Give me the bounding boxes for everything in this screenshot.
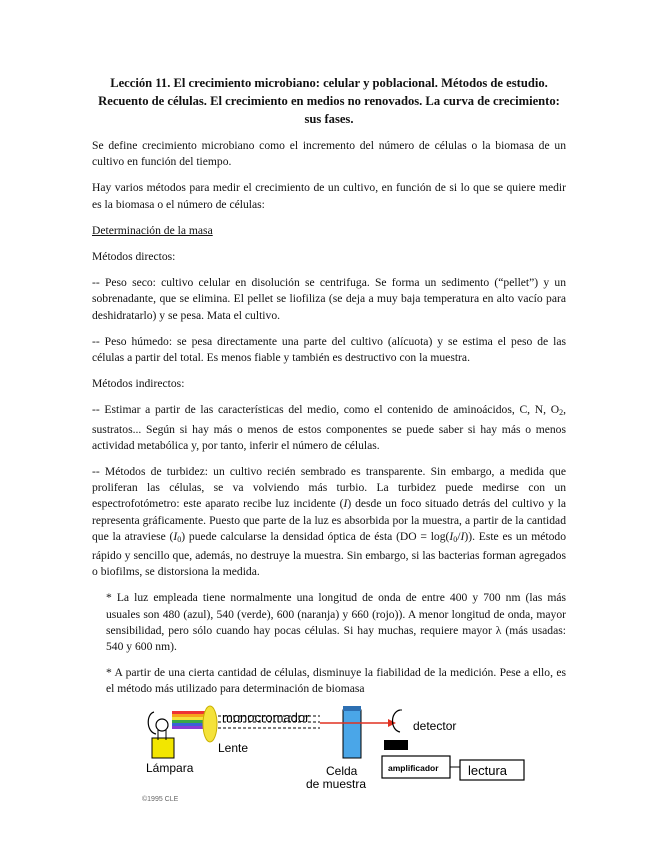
wet-weight-paragraph: -- Peso húmedo: se pesa directamente una parte del cultivo (alícuota) y se estima el peso de las células a partir del total. Es menos fiable y también es destructivo con la muestra.: [92, 334, 566, 365]
log-i0-subscript: 0: [453, 534, 458, 544]
cell-label-line2: de muestra: [306, 777, 367, 791]
estimate-text-a: -- Estimar a partir de las características del medio, como el contenido de aminoácidos, C, N, O: [92, 403, 560, 417]
dry-weight-paragraph: -- Peso seco: cultivo celular en disolución se centrifuga. Se forma un sedimento (“pellet”) y un sobrenadante, que se elimina. El pellet se liofiliza (se deja a muy baja temperatura en alto vacío para deshidratarlo) y se pesa. Mata el cultivo.: [92, 276, 566, 322]
intro-paragraph-1: Se define crecimiento microbiano como el incremento del número de células o la biomasa de un cultivo en función del tiempo.: [92, 139, 566, 169]
section-heading-mass: Determinación de la masa: [92, 223, 213, 237]
estimate-text-b: , sustratos... Según si hay más o menos de estos componentes se puede saber si hay más o menos actividad metabólica y, por tanto, inferir el número de células.: [92, 403, 566, 452]
log-i-symbol: I: [460, 529, 465, 543]
direct-methods-heading: Métodos directos:: [92, 250, 176, 264]
detector-icon: [384, 710, 408, 750]
reading-label: lectura: [468, 763, 508, 778]
log-slash: /: [457, 529, 461, 543]
o2-subscript: 2: [559, 408, 564, 418]
spectrophotometer-diagram: [138, 700, 538, 804]
detector-label: detector: [413, 719, 457, 733]
lesson-title: Lección 11. El crecimiento microbiano: celular y poblacional. Métodos de estudio. Recuento de células. El crecimiento en medios no renovados. La curva de crecimiento: sus fases.: [98, 76, 560, 126]
note-reliability: * A partir de una cierta cantidad de células, disminuye la fiabilidad de la medición. Pese a ello, es el método más utilizado para determinación de biomasa: [106, 666, 566, 696]
i0-subscript: 0: [177, 534, 182, 544]
cell-label-line1: Celda: [326, 764, 358, 778]
lamp-body: [152, 738, 174, 758]
sample-cuvette-icon: [343, 706, 361, 758]
intro-paragraph-2: Hay varios métodos para medir el crecimiento de un cultivo, en función de si lo que se quiere medir es la biomasa o el número de células:: [92, 181, 566, 211]
incident-light-symbol: I: [343, 497, 348, 511]
note-wavelength: * La luz empleada tiene normalmente una longitud de onda de entre 400 y 700 nm (las más usuales son 480 (azul), 540 (verde), 600 (naranja) y 660 (rojo)). A menor longitud de onda, mayor sensibilidad, pero sólo cuando hay pocas células. Si hay muchas, requiere mayor λ (más usadas: 540 y 600 nm).: [106, 591, 566, 654]
turbidity-text-4: )). Este es un método rápido y sencillo que, además, no destruye la muestra. Sin embargo, si las bacterias forman agregados o biofilms, se distorsiona la medida.: [92, 529, 566, 579]
amplifier-label: amplificador: [388, 763, 439, 773]
lens-icon: [203, 706, 217, 742]
turbidity-text-1: -- Métodos de turbidez: un cultivo recién sembrado es transparente. Sin embargo, a medida que proliferan las células, se va volviendo más turbio. La turbidez puede medirse con un espectrofotómetro: este aparato recibe luz incidente (: [92, 465, 566, 511]
turbidity-paragraph: [92, 464, 566, 580]
document-page: [92, 74, 566, 708]
copyright-note: ©1995 CLE: [142, 796, 179, 803]
log-i0-symbol: I: [449, 529, 454, 543]
estimate-paragraph: [92, 402, 566, 454]
lens-label: Lente: [218, 741, 249, 755]
lamp-label: Lámpara: [146, 761, 194, 775]
monochromator-label: monocromador: [222, 710, 310, 725]
turbidity-text-3: ) puede calcularse la densidad óptica de ésta (DO = log(: [181, 529, 450, 543]
transmitted-light-symbol: I: [173, 529, 178, 543]
lamp-icon: [148, 712, 174, 758]
indirect-methods-heading: Métodos indirectos:: [92, 377, 185, 391]
turbidity-text-2: ) desde un foco situado detrás del cultivo y la representa gráficamente. Puesto que parte de la luz es absorbida por la muestra, a partir de la cantidad que la atraviese (: [92, 497, 566, 543]
